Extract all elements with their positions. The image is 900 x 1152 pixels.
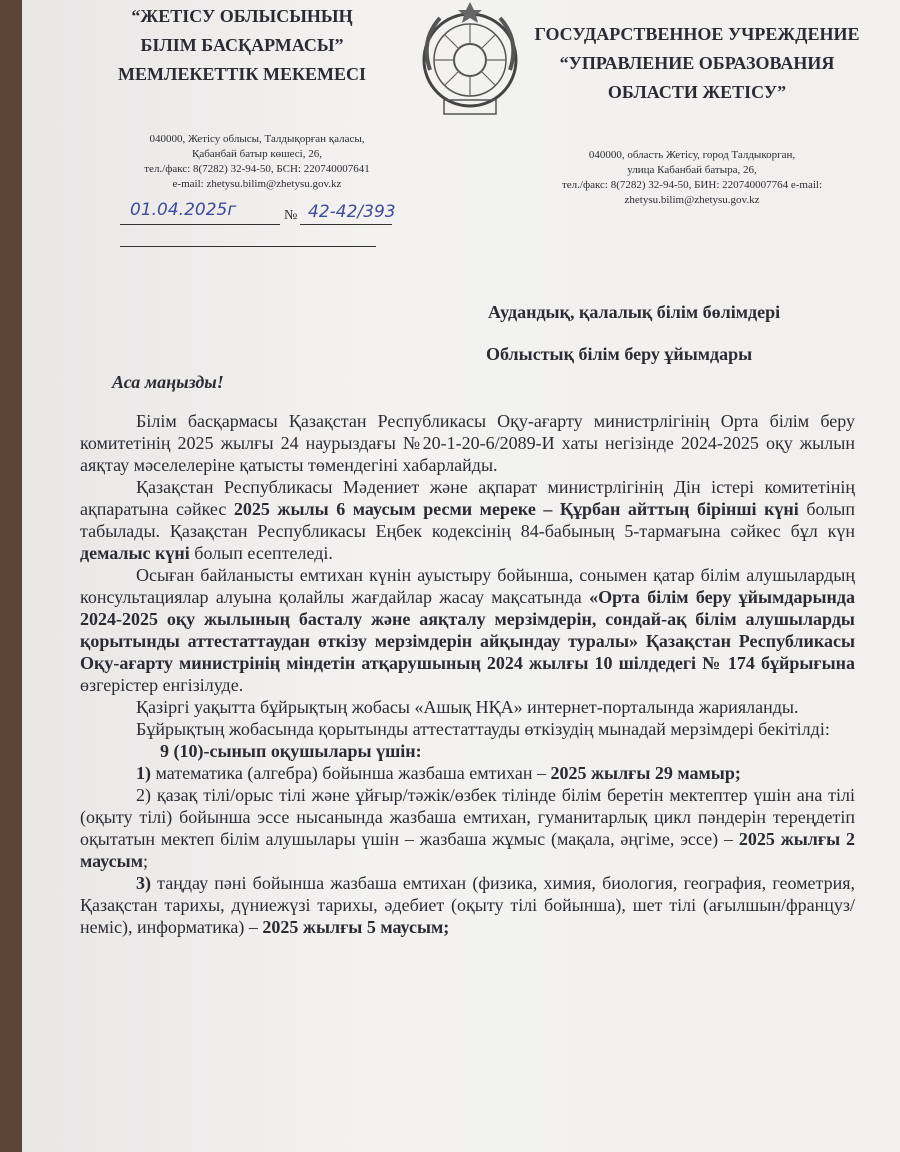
address-russian — [542, 148, 842, 208]
paragraph-1: Білім басқармасы Қазақстан Республикасы Оқу-ағарту министрлігінің Орта білім беру комитетінің 2025 жылғы 24 наурыздағы №20-1-20-6/2089-И хаты негізінде 2024-2025 оқу жылын аяқтау мәселелеріне қатысты төмендегіні хабарлайды. — [80, 411, 855, 475]
paragraph-3-order-title: «Орта білім беру ұйымдарында 2024-2025 оқу жылының басталу және аяқталу мерзімдерін, сондай-ақ білім алушыларды қорытынды аттестаттаудан өткізу мерзімдерін айқындау туралы» Қазақстан Республикасы Оқу-ағарту министрінің міндетін атқарушының 2024 жылғы 10 шілдедегі № 174 бұйрығына — [80, 587, 855, 673]
paragraph-2-day-off: демалыс күні — [80, 543, 190, 563]
paragraph-3-text-a: Осыған байланысты емтихан күнін ауыстыру бойынша, сонымен қатар білім алушылардың консультациялар алуына қолайлы жағдайлар жасау мақсатында — [80, 565, 855, 607]
handwritten-number: 42-42/393 — [308, 202, 396, 222]
list-item-1-number: 1) — [136, 763, 151, 783]
org-name-russian — [532, 20, 862, 107]
paragraph-3-text-b: өзгерістер енгізілуде. — [80, 675, 244, 695]
paragraph-2-text-b: болып табылады. Қазақстан Республикасы Еңбек кодексінің 84-бабының 5-тармағына сәйкес бұл күн — [80, 499, 855, 541]
paragraph-4: Қазіргі уақытта бұйрықтың жобасы «Ашық НҚА» интернет-порталында жарияланды. — [136, 697, 799, 717]
paragraph-5: Бұйрықтың жобасында қорытынды аттестаттауды өткізудің мынадай мерзімдері бекітілді: — [136, 719, 830, 739]
address-kazakh-line-2: Қабанбай батыр көшесі, 26, — [191, 148, 322, 160]
reference-underline — [120, 246, 376, 247]
org-name-russian-line-2: “УПРАВЛЕНИЕ ОБРАЗОВАНИЯ — [559, 53, 835, 73]
list-item-3-number: 3) — [136, 873, 151, 893]
address-kazakh-line-3: тел./факс: 8(7282) 32-94-50, БСН: 220740007641 — [144, 163, 370, 175]
list-item-2 — [80, 784, 855, 872]
address-russian-line-3: тел./факс: 8(7282) 32-94-50, БИН: 220740007764 e-mail: — [561, 179, 823, 191]
state-emblem-icon — [420, 0, 520, 130]
address-kazakh-line-4: e-mail: zhetysu.bilim@zhetysu.gov.kz — [172, 178, 342, 190]
org-name-kazakh-line-2: БІЛІМ БАСҚАРМАСЫ” — [140, 35, 344, 55]
list-item-2-text: қазақ тілі/орыс тілі және ұйғыр/тәжік/өзбек тілінде білім беретін мектептер үшін ана тілі (оқыту тілі) бойынша эссе нысанында жазбаша емтихан, гуманитарлық цикл пәндерін тереңдетіп оқытатын мектеп білім алушылары үшін – жазбаша жұмыс (мақала, әңгіме, эссе) – — [80, 785, 855, 849]
address-kazakh-line-1: 040000, Жетісу облысы, Талдықорған қаласы, — [149, 133, 365, 145]
paragraph-2 — [80, 476, 855, 564]
grade-9-heading: 9 (10)-сынып оқушылары үшін: — [160, 741, 422, 761]
number-underline — [300, 224, 392, 225]
recipient-district-departments: Аудандық, қалалық білім бөлімдері — [488, 302, 781, 322]
paragraph-2-text-c: болып есептеледі. — [189, 543, 333, 563]
list-item-3-date: 2025 жылғы 5 маусым; — [262, 917, 450, 937]
list-item-1-text: математика (алгебра) бойынша жазбаша емтихан – — [151, 763, 551, 783]
important-note: Аса маңызды! — [112, 372, 224, 392]
list-item-1-date: 2025 жылғы 29 мамыр; — [550, 763, 741, 783]
address-russian-line-2: улица Кабанбай батыра, 26, — [627, 164, 757, 176]
recipient-regional-organizations: Облыстық білім беру ұйымдары — [486, 344, 753, 364]
address-russian-line-1: 040000, область Жетісу, город Талдыкорган, — [588, 149, 796, 161]
letter-body — [80, 410, 855, 938]
letter-page — [22, 0, 900, 1152]
handwritten-date: 01.04.2025г — [130, 200, 237, 220]
date-underline — [120, 224, 280, 225]
org-name-kazakh — [117, 2, 367, 89]
address-russian-line-4: zhetysu.bilim@zhetysu.gov.kz — [624, 194, 760, 206]
org-name-kazakh-line-3: МЕМЛЕКЕТТІК МЕКЕМЕСІ — [117, 64, 367, 84]
paragraph-3 — [80, 564, 855, 696]
list-item-1 — [80, 762, 855, 784]
address-kazakh — [122, 132, 392, 192]
org-name-kazakh-line-1: “ЖЕТІСУ ОБЛЫСЫНЫҢ — [131, 6, 353, 26]
list-item-2-date: 2025 жылғы 2 маусым — [80, 829, 855, 871]
number-symbol: № — [284, 208, 298, 223]
org-name-russian-line-1: ГОСУДАРСТВЕННОЕ УЧРЕЖДЕНИЕ — [534, 24, 860, 44]
list-item-3-text: таңдау пәні бойынша жазбаша емтихан (физика, химия, биология, география, геометрия, Қазақстан тарихы, дүниежүзі тарихы, әдебиет (оқыту тілі бойынша), шет тілі (ағылшын/француз/неміс), информатика) – — [80, 873, 855, 937]
paragraph-2-holiday: 2025 жылы 6 маусым ресми мереке – Құрбан айттың бірінші күні — [233, 499, 799, 519]
list-item-3 — [80, 872, 855, 938]
org-name-russian-line-3: ОБЛАСТИ ЖЕТІСУ” — [607, 82, 787, 102]
paragraph-2-text-a: Қазақстан Республикасы Мәдениет және ақпарат министрлігінің Дін істері комитетінің ақпаратына сәйкес — [80, 477, 855, 519]
list-item-2-number: 2) — [136, 785, 151, 805]
list-item-2-end: ; — [142, 851, 148, 871]
